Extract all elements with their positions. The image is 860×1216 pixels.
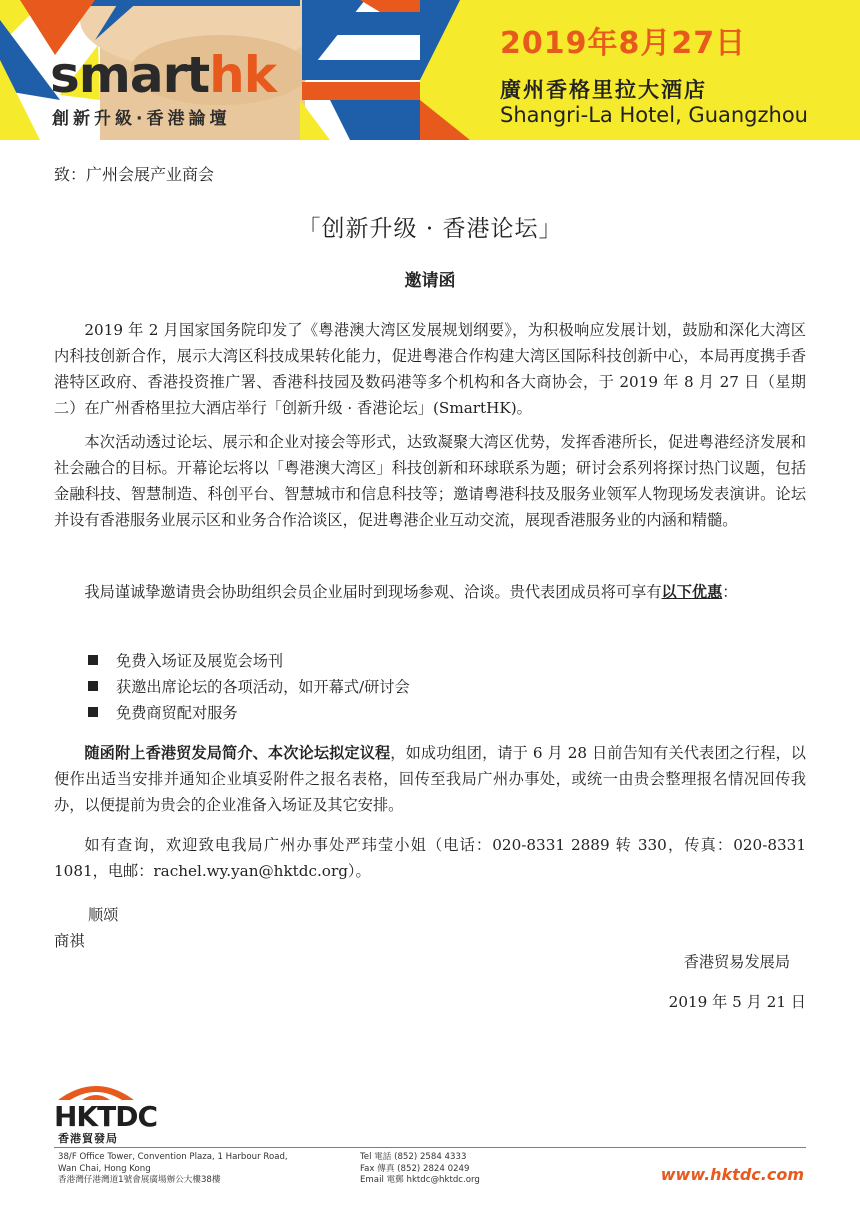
attachments-emphasis: 随函附上香港贸发局简介、本次论坛拟定议程 xyxy=(84,744,391,762)
paragraph-invitation xyxy=(54,579,806,605)
contact-line: Email 電郵 hktdc@hktdc.org xyxy=(360,1175,480,1185)
footer-address xyxy=(58,1152,288,1187)
benefit-text: 获邀出席论坛的各项活动，如开幕式/研讨会 xyxy=(116,678,410,696)
paragraph-intro: 2019 年 2 月国家国务院印发了《粤港澳大湾区发展规划纲要》，为积极响应发展计划，鼓励和深化大湾区内科技创新合作，展示大湾区科技成果转化能力，促进粤港合作构建大湾区国际科技创新中心，本局再度携手香港特区政府、香港投资推广署、香港科技园及数码港等多个机构和各大商协会，于 2019 年 8 月 27 日（星期二）在广州香格里拉大酒店举行「创新升级 · 香港论坛」(SmartHK)。 xyxy=(54,321,806,417)
address-line: 香港灣仔港灣道1號會展廣場辦公大樓38樓 xyxy=(58,1175,221,1185)
website-link[interactable]: www.hktdc.com xyxy=(660,1165,804,1184)
recipient-line: 致：广州会展产业商会 xyxy=(54,165,215,184)
paragraph-attachments xyxy=(54,740,806,818)
benefits-emphasis: 以下优惠 xyxy=(661,583,723,601)
hktdc-logo-text: HKTDC xyxy=(54,1100,158,1133)
list-item xyxy=(88,700,410,726)
hktdc-emblem-icon xyxy=(56,1078,136,1102)
paragraph-activities: 本次活动透过论坛、展示和企业对接会等形式，达致凝聚大湾区优势，发挥香港所长，促进粤港经济发展和社会融合的目标。开幕论坛将以「粤港澳大湾区」科技创新和环球联系为题；研讨会系列将探讨热门议题，包括金融科技、智慧制造、科创平台、智慧城市和信息科技等；邀请粤港科技及服务业领军人物现场发表演讲。论坛并设有香港服务业展示区和业务合作洽谈区，促进粤港企业互动交流，展现香港服务业的内涵和精髓。 xyxy=(54,433,806,529)
footer-contact xyxy=(360,1152,480,1187)
footer-divider xyxy=(54,1147,806,1148)
event-venue-cn: 廣州香格里拉大酒店 xyxy=(500,78,707,102)
contact-line: Tel 電話 (852) 2584 4333 xyxy=(360,1152,467,1162)
logo-subtitle: 創新升級·香港論壇 xyxy=(52,109,231,129)
square-bullet-icon xyxy=(88,655,98,665)
hktdc-logo-cn: 香港貿發局 xyxy=(58,1132,118,1145)
benefits-list xyxy=(88,648,410,726)
event-banner xyxy=(0,0,860,140)
invitation-end: ： xyxy=(722,583,738,601)
signer-name: 香港贸易发展局 xyxy=(683,953,790,971)
list-item xyxy=(88,648,410,674)
invitation-text: 我局谨诚挚邀请贵会协助组织会员企业届时到现场参观、洽谈。贵代表团成员将可享有 xyxy=(84,583,662,601)
smarthk-logo xyxy=(50,46,277,104)
address-line: 38/F Office Tower, Convention Plaza, 1 Harbour Road, xyxy=(58,1152,288,1162)
closing-regards: 商祺 xyxy=(54,932,85,950)
letter-subtitle: 邀请函 xyxy=(404,271,456,291)
contact-line: Fax 傳真 (852) 2824 0249 xyxy=(360,1163,470,1174)
closing-salutation: 顺颂 xyxy=(88,906,119,924)
event-date: 2019年8月27日 xyxy=(500,26,747,61)
list-item xyxy=(88,674,410,700)
square-bullet-icon xyxy=(88,707,98,717)
logo-smart: smart xyxy=(50,46,210,104)
benefit-text: 免费商贸配对服务 xyxy=(116,704,238,722)
benefit-text: 免费入场证及展览会场刊 xyxy=(116,652,284,670)
event-venue-en: Shangri-La Hotel, Guangzhou xyxy=(500,103,808,127)
attachments-text: ，如成功组团，请于 6 月 28 日前告知有关代表团之行程，以便作出适当安排并通知企业填妥附件之报名表格，回传至我局广州办事处，或统一由贵会整理报名情况回传我办，以便提前为贵会的企业准备入场证及其它安排。 xyxy=(54,744,806,814)
signature-date: 2019 年 5 月 21 日 xyxy=(668,993,806,1011)
paragraph-contact: 如有查询，欢迎致电我局广州办事处严玮莹小姐（电话：020-8331 2889 转 330，传真：020-8331 1081，电邮：rachel.wy.yan@hktdc.org）。 xyxy=(54,836,806,880)
letter-title: 「创新升级 · 香港论坛」 xyxy=(297,216,563,242)
square-bullet-icon xyxy=(88,681,98,691)
logo-hk: hk xyxy=(209,46,277,104)
address-line: Wan Chai, Hong Kong xyxy=(58,1163,151,1174)
